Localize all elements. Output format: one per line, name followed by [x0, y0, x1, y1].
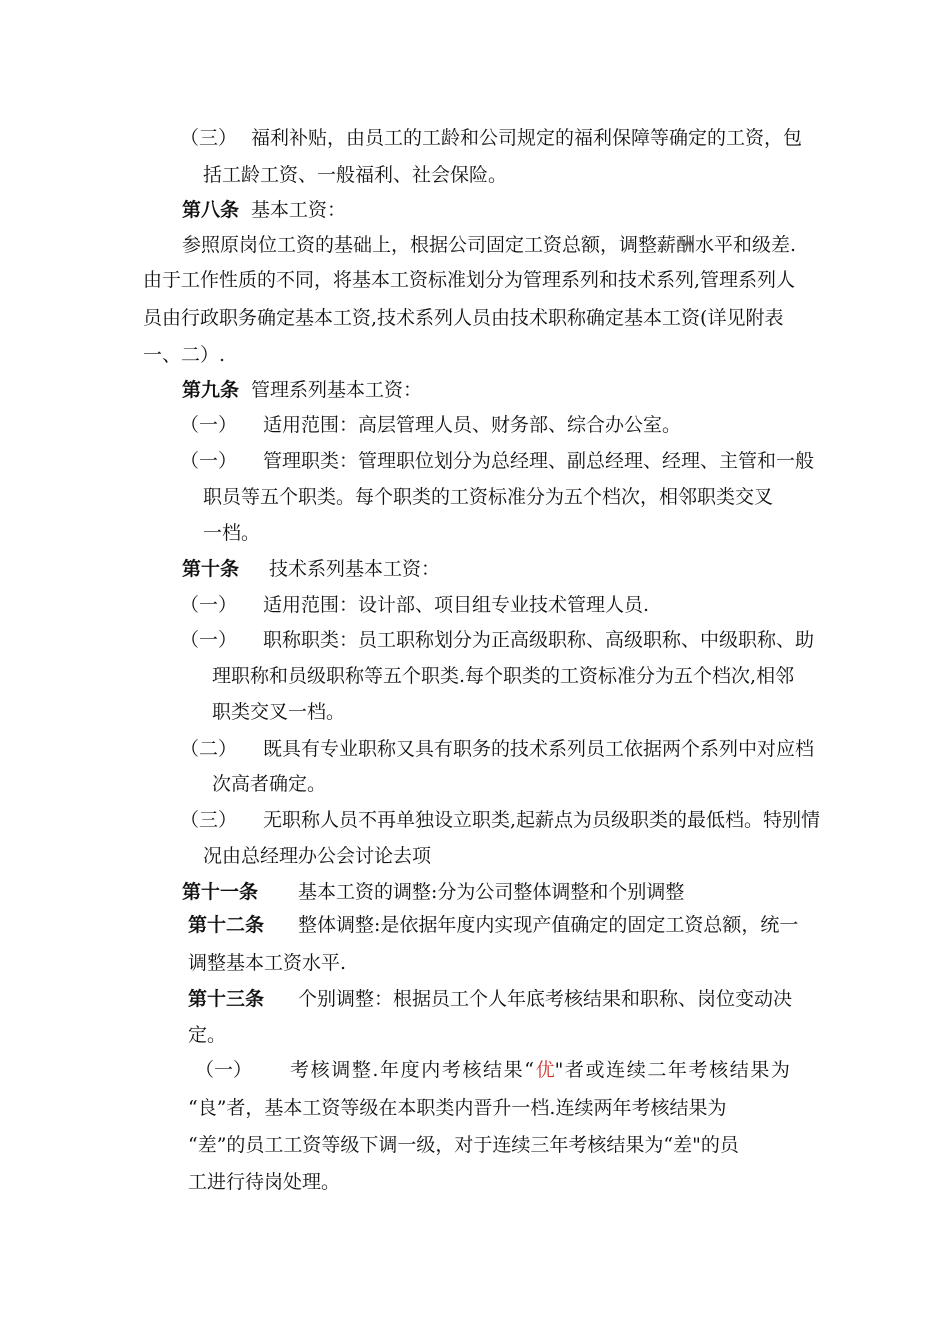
item-marker: （一） — [195, 1059, 253, 1081]
article-13-line-2: 定。 — [188, 1024, 227, 1046]
article-10-item-2-line-3: 职类交叉一档。 — [212, 701, 346, 723]
article-13-line-1 — [188, 987, 792, 1011]
article-8-line-3: 员由行政职务确定基本工资,技术系列人员由技术职称确定基本工资(详见附表 — [143, 307, 784, 329]
article-9-heading: 第九条 — [182, 379, 240, 401]
article-13-item-1-line-2: “良”者，基本工资等级在本职类内晋升一档.连续两年考核结果为 — [188, 1097, 727, 1119]
article-9-title: 管理系列基本工资： — [251, 379, 423, 401]
article-11-heading: 第十一条 — [182, 881, 259, 903]
item-marker: （一） — [180, 594, 238, 616]
item-marker: （三） — [180, 809, 238, 831]
item-text: 管理职类：管理职位划分为总经理、副总经理、经理、主管和一般 — [263, 450, 815, 472]
article-10-item-4-line-1 — [180, 808, 820, 832]
item-text: 既具有专业职称又具有职务的技术系列员工依据两个系列中对应档 — [263, 738, 815, 760]
article-10-item-2-line-2: 理职称和员级职称等五个职类.每个职类的工资标准分为五个档次,相邻 — [212, 665, 795, 687]
article-10-heading-line — [182, 557, 440, 581]
clause-text: 福利补贴，由员工的工龄和公司规定的福利保障等确定的工资，包 — [251, 127, 803, 149]
article-9-item-2-line-2: 职员等五个职类。每个职类的工资标准分为五个档次，相邻职类交叉 — [203, 486, 774, 508]
item-text: 职称职类：员工职称划分为正高级职称、高级职称、中级职称、助 — [263, 629, 815, 651]
clause-marker: （三） — [180, 127, 238, 149]
item-text: 无职称人员不再单独设立职类,起薪点为员级职类的最低档。特别情 — [263, 809, 821, 831]
article-10-item-1 — [180, 593, 649, 617]
item-text-part-2: "者或连续二年考核结果为 — [554, 1059, 792, 1081]
article-8-heading-line — [182, 198, 346, 222]
article-10-heading: 第十条 — [182, 558, 240, 580]
article-9-heading-line — [182, 378, 422, 402]
article-11-line — [182, 880, 684, 904]
article-12-text: 整体调整:是依据年度内实现产值确定的固定工资总额，统一 — [298, 914, 799, 936]
article-10-item-2-line-1 — [180, 628, 814, 652]
article-9-item-2-line-1 — [180, 449, 814, 473]
article-10-item-4-line-2: 况由总经理办公会讨论去项 — [203, 845, 432, 867]
article-8-title: 基本工资： — [251, 199, 347, 221]
article-13-text: 个别调整：根据员工个人年底考核结果和职称、岗位变动决 — [298, 988, 793, 1010]
article-12-heading: 第十二条 — [188, 914, 265, 936]
item-marker: （二） — [180, 738, 238, 760]
article-12-line-1 — [188, 913, 798, 937]
article-8-heading: 第八条 — [182, 199, 240, 221]
item-text-part-1: 考核调整.年度内考核结果“ — [290, 1059, 536, 1081]
article-13-item-1-line-4: 工进行待岗处理。 — [188, 1171, 341, 1193]
article-8-line-2: 由于工作性质的不同，将基本工资标准划分为管理系列和技术系列,管理系列人 — [143, 269, 796, 291]
article-10-title: 技术系列基本工资： — [269, 558, 441, 580]
article-10-item-3-line-1 — [180, 737, 814, 761]
article-13-item-1-line-1 — [195, 1058, 792, 1082]
item-marker: （一） — [180, 629, 238, 651]
article-8-line-4: 一、二）. — [143, 344, 226, 366]
article-13-heading: 第十三条 — [188, 988, 265, 1010]
article-11-title: 基本工资的调整:分为公司整体调整和个别调整 — [298, 881, 685, 903]
clause-3-line-2: 括工龄工资、一般福利、社会保险。 — [203, 164, 508, 186]
item-marker: （一） — [180, 414, 238, 436]
item-text: 适用范围：高层管理人员、财务部、综合办公室。 — [263, 414, 682, 436]
article-10-item-3-line-2: 次高者确定。 — [212, 773, 327, 795]
item-marker: （一） — [180, 450, 238, 472]
clause-3-line-1 — [180, 126, 802, 150]
item-text: 适用范围：设计部、项目组专业技术管理人员. — [263, 594, 650, 616]
article-9-item-2-line-3: 一档。 — [203, 522, 261, 544]
article-8-line-1: 参照原岗位工资的基础上，根据公司固定工资总额，调整薪酬水平和级差. — [182, 234, 797, 256]
article-12-line-2: 调整基本工资水平. — [188, 952, 347, 974]
article-9-item-1 — [180, 413, 681, 437]
highlight-grade: 优 — [535, 1059, 555, 1081]
article-13-item-1-line-3: “差”的员工工资等级下调一级，对于连续三年考核结果为“差"的员 — [188, 1134, 739, 1156]
